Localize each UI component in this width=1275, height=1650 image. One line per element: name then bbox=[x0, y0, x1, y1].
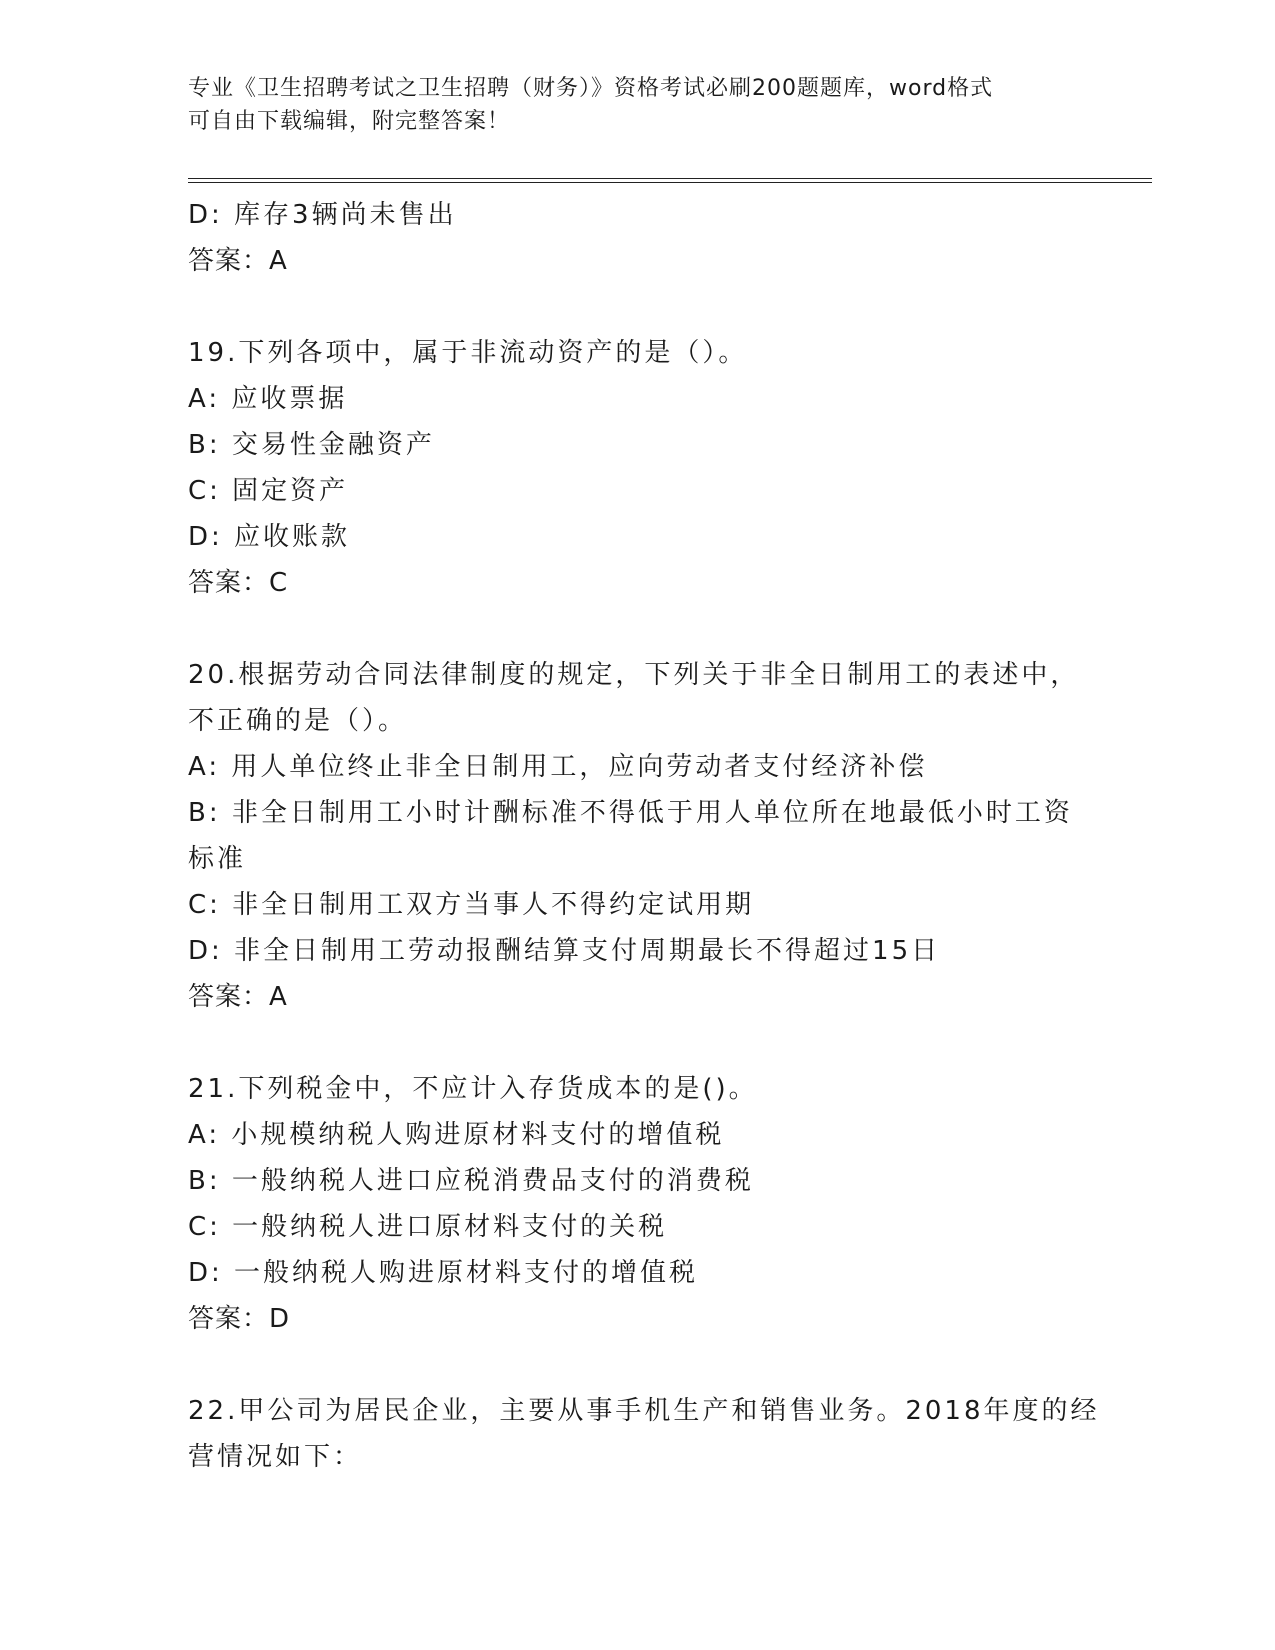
question-stem: 不正确的是（）。 bbox=[188, 706, 408, 736]
option-a: A: 应收票据 bbox=[188, 384, 348, 414]
question-list bbox=[188, 192, 1100, 1480]
answer-label: 答案：C bbox=[188, 568, 289, 598]
option-c: C: 一般纳税人进口原材料支付的关税 bbox=[188, 1212, 668, 1242]
question-19 bbox=[188, 330, 1088, 606]
header-divider bbox=[188, 182, 1152, 183]
spacer bbox=[188, 606, 1088, 652]
question-22 bbox=[188, 1388, 1100, 1480]
spacer bbox=[188, 1342, 1088, 1388]
question-stem: 营情况如下： bbox=[188, 1442, 363, 1472]
option-d: D: 非全日制用工劳动报酬结算支付周期最长不得超过15日 bbox=[188, 936, 941, 966]
option-c: C: 固定资产 bbox=[188, 476, 349, 506]
option-d: D: 库存3辆尚未售出 bbox=[188, 200, 457, 230]
option-b: B: 非全日制用工小时计酬标准不得低于用人单位所在地最低小时工资 bbox=[188, 798, 1073, 828]
answer-label: 答案：D bbox=[188, 1304, 291, 1334]
answer-label: 答案：A bbox=[188, 982, 288, 1012]
header-title-line: 专业《卫生招聘考试之卫生招聘（财务）》资格考试必刷200题题库，word格式 bbox=[188, 76, 994, 101]
header-title-line: 可自由下载编辑，附完整答案！ bbox=[188, 109, 511, 134]
option-b-continued: 标准 bbox=[188, 844, 247, 874]
question-21 bbox=[188, 1066, 1088, 1342]
option-d: D: 一般纳税人购进原材料支付的增值税 bbox=[188, 1258, 699, 1288]
question-stem: 20.根据劳动合同法律制度的规定，下列关于非全日制用工的表述中， bbox=[188, 660, 1080, 690]
option-c: C: 非全日制用工双方当事人不得约定试用期 bbox=[188, 890, 755, 920]
answer-label: 答案：A bbox=[188, 246, 288, 276]
spacer bbox=[188, 284, 1088, 330]
question-stem: 19.下列各项中，属于非流动资产的是（）。 bbox=[188, 338, 748, 368]
question-stem: 22.甲公司为居民企业，主要从事手机生产和销售业务。2018年度的经 bbox=[188, 1396, 1100, 1426]
question-stem: 21.下列税金中，不应计入存货成本的是()。 bbox=[188, 1074, 758, 1104]
document-header bbox=[188, 72, 1068, 138]
option-b: B: 一般纳税人进口应税消费品支付的消费税 bbox=[188, 1166, 754, 1196]
previous-question-tail bbox=[188, 192, 1088, 284]
option-b: B: 交易性金融资产 bbox=[188, 430, 435, 460]
spacer bbox=[188, 1020, 1088, 1066]
option-a: A: 小规模纳税人购进原材料支付的增值税 bbox=[188, 1120, 725, 1150]
option-d: D: 应收账款 bbox=[188, 522, 351, 552]
header-divider bbox=[188, 178, 1152, 179]
option-a: A: 用人单位终止非全日制用工，应向劳动者支付经济补偿 bbox=[188, 752, 928, 782]
question-20 bbox=[188, 652, 1088, 1020]
